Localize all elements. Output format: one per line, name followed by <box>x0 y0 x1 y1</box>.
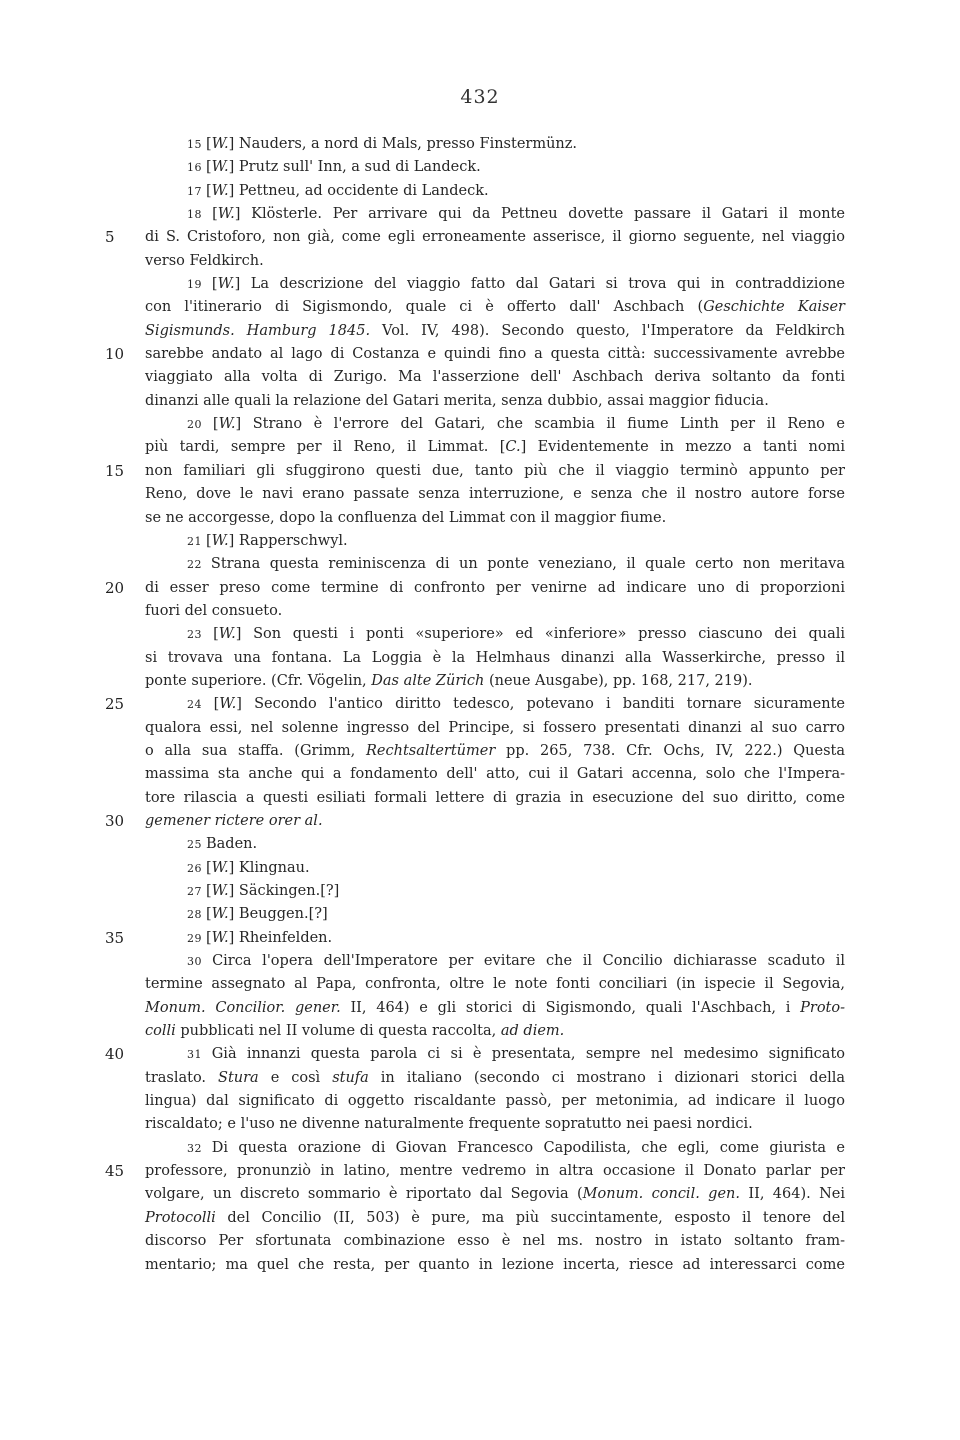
text-run: verso Feldkirch. <box>145 252 264 269</box>
italic-text: C. <box>505 439 521 456</box>
text-line <box>145 553 845 576</box>
footnote-number: 19 <box>187 278 212 292</box>
text-line <box>145 950 845 973</box>
footnote-number: 28 <box>187 908 206 922</box>
footnote-number: 30 <box>187 955 213 969</box>
italic-text: Monum. Concilior. gener. <box>145 999 341 1016</box>
text-run: più tardi, sempre per il Reno, il Limmat. [ <box>145 439 506 456</box>
text-run: riscaldato; e l'uso ne divenne naturalmente frequente sopratutto nei paesi nordici. <box>145 1116 753 1133</box>
text-line <box>145 763 845 786</box>
line-number-marker: 35 <box>105 928 125 947</box>
text-run: Baden. <box>206 836 258 853</box>
text-run: professore, pronunziò in latino, mentre vedremo in altra occasione il Donato parlar per <box>145 1163 845 1180</box>
text-line <box>105 226 845 249</box>
line-number-marker: 40 <box>105 1045 125 1064</box>
footnote-number: 17 <box>187 184 206 198</box>
line-number-marker: 45 <box>105 1162 125 1181</box>
italic-text: ad diem. <box>500 1023 565 1040</box>
footnote-number: 24 <box>187 698 214 712</box>
text-run: [ <box>206 859 212 876</box>
text-line <box>145 250 845 273</box>
text-run: ] Prutz sull' Inn, a sud di Landeck. <box>228 159 481 176</box>
text-line <box>145 507 845 530</box>
italic-text: W. <box>211 532 229 549</box>
text-line <box>145 203 845 226</box>
text-line <box>145 180 845 203</box>
text-run: di esser preso come termine di confronto per venirne ad indicare uno di proporzioni <box>145 579 845 596</box>
footnote-number: 26 <box>187 861 206 875</box>
text-run: Strana questa reminiscenza di un ponte veneziano, il quale certo non meritava <box>210 556 845 573</box>
italic-text: Stura <box>218 1069 259 1086</box>
line-number-marker: 30 <box>105 811 125 830</box>
text-line <box>145 623 845 646</box>
text-run: dinanzi alle quali la relazione del Gatari merita, senza dubbio, assai maggior fiducia. <box>145 392 769 409</box>
text-line <box>145 1020 845 1043</box>
text-line <box>145 1230 845 1253</box>
text-run: [ <box>212 206 218 223</box>
text-run: del Concilio (II, 503) è pure, ma più succintamente, esposto il tenore del <box>215 1209 845 1226</box>
text-run: ] Beuggen.[?] <box>228 906 328 923</box>
italic-text: Das alte Zürich <box>371 672 485 689</box>
footnote-number: 20 <box>187 418 213 432</box>
text-line <box>145 1113 845 1136</box>
italic-text: W. <box>211 136 229 152</box>
italic-text: Sigismunds. Hamburg 1845. <box>145 322 371 339</box>
text-line <box>145 366 845 389</box>
text-line <box>105 343 845 366</box>
italic-text: W. <box>211 883 229 899</box>
text-run: [ <box>213 696 220 713</box>
italic-text: W. <box>211 859 229 876</box>
text-line <box>145 833 845 856</box>
text-run: si trovava una fontana. La Loggia è la Helmhaus dinanzi alla Wasserkirche, presso il <box>145 649 845 666</box>
text-run: [ <box>211 276 218 293</box>
text-line <box>145 320 845 343</box>
italic-text: Monum. concil. gen. <box>582 1186 740 1203</box>
text-run: se ne accorgesse, dopo la confluenza del Limmat con il maggior fiume. <box>145 509 667 526</box>
text-line <box>105 577 845 600</box>
footnotes-text-block <box>105 133 846 1277</box>
italic-text: Protocolli <box>145 1209 216 1226</box>
text-run: pp. 265, 738. Cfr. Ochs, IV, 222.) Questa <box>495 742 845 759</box>
text-run: ] Säckingen.[?] <box>228 883 340 899</box>
text-run: tore rilascia a questi esiliati formali lettere di grazia in esecuzione del suo diritto, come <box>145 789 845 806</box>
text-run: [ <box>206 929 212 946</box>
text-run: II, 464). Nei <box>740 1186 845 1203</box>
text-run: termine assegnato al Papa, confronta, oltre le note fonti conciliari (in ispecie il Segovia, <box>145 976 845 993</box>
footnote-number: 32 <box>187 1141 212 1155</box>
text-run: [ <box>212 416 219 433</box>
text-run: Di questa orazione di Giovan Francesco Capodilista, che egli, come giurista e <box>211 1139 845 1156</box>
italic-text: Proto- <box>800 999 845 1016</box>
italic-text: W. <box>217 276 235 293</box>
text-run: ] Secondo l'antico diritto tedesco, potevano i banditi tornare sicuramente <box>236 696 846 713</box>
text-run: [ <box>206 182 212 199</box>
text-line <box>145 483 845 506</box>
text-run: [ <box>206 906 212 923</box>
italic-text: W. <box>211 159 229 176</box>
text-line <box>145 1207 845 1230</box>
text-line <box>145 1254 845 1277</box>
text-run: viaggiato alla volta di Zurigo. Ma l'asserzione dell' Aschbach deriva soltanto da fonti <box>145 369 845 386</box>
text-run: discorso Per sfortunata combinazione esso è nel ms. nostro in istato soltanto fram- <box>145 1233 845 1250</box>
italic-text: W. <box>211 906 229 923</box>
text-line <box>145 390 845 413</box>
text-run: ] Rapperschwyl. <box>228 532 348 549</box>
text-line <box>105 1043 845 1066</box>
footnote-number: 27 <box>187 885 206 898</box>
text-run: ] Son questi i ponti «superiore» ed «inferiore» presso ciascuno dei quali <box>235 626 845 643</box>
text-line <box>145 1183 845 1206</box>
text-line <box>145 156 845 179</box>
text-run: Circa l'opera dell'Imperatore per evitare che il Concilio dichiarasse scaduto il <box>212 953 846 970</box>
footnote-number: 21 <box>187 534 206 548</box>
text-line <box>145 133 845 156</box>
text-line <box>105 810 845 833</box>
text-run: traslato. <box>145 1069 219 1086</box>
text-line <box>105 1160 845 1183</box>
italic-text: stufa <box>332 1069 369 1086</box>
italic-text: W. <box>219 696 237 713</box>
text-line <box>145 647 845 670</box>
italic-text: W. <box>211 929 229 946</box>
text-line <box>145 973 845 996</box>
text-run: [ <box>206 159 212 176</box>
text-run: [ <box>206 532 212 549</box>
text-run: ] Klösterle. Per arrivare qui da Pettneu dovette passare il Gatari il monte <box>234 206 845 223</box>
text-run: II, 464) e gli storici di Sigismondo, quali l'Aschbach, i <box>340 999 801 1016</box>
line-number-marker: 20 <box>105 578 125 597</box>
text-line <box>145 717 845 740</box>
page-number: 432 <box>460 86 500 108</box>
text-run: massima sta anche qui a fondamento dell' atto, cui il Gatari accenna, solo che l'Impera- <box>145 766 845 783</box>
text-run: ] Evidentemente in mezzo a tanti nomi <box>520 439 846 456</box>
text-run: lingua) dal significato di oggetto riscaldante passò, per metonimia, ad indicare il luogo <box>145 1093 845 1110</box>
text-line <box>145 787 845 810</box>
line-number-marker: 5 <box>105 228 115 247</box>
line-number-marker: 15 <box>105 461 125 480</box>
footnote-number: 23 <box>187 628 214 642</box>
text-run: Già innanzi questa parola ci si è presentata, sempre nel medesimo significato <box>211 1046 845 1063</box>
text-run: ] La descrizione del viaggio fatto dal Gatari si trova qui in contraddizione <box>234 276 846 293</box>
italic-text: gemener rictere orer al. <box>145 812 323 829</box>
footnote-number: 25 <box>187 838 206 852</box>
footnote-number: 18 <box>187 208 213 222</box>
text-line <box>145 436 845 459</box>
line-number-marker: 10 <box>105 345 125 364</box>
text-line <box>145 903 845 926</box>
italic-text: W. <box>218 626 236 643</box>
text-run: volgare, un discreto sommario è riportato dal Segovia ( <box>145 1186 583 1203</box>
text-line <box>145 740 845 763</box>
footnote-number: 15 <box>187 138 206 151</box>
text-line <box>145 1090 845 1113</box>
text-run: ] Strano è l'errore del Gatari, che scambia il fiume Linth per il Reno e <box>235 416 845 433</box>
italic-text: Geschichte Kaiser <box>703 299 845 316</box>
text-line <box>145 273 845 296</box>
text-run: mentario; ma quel che resta, per quanto in lezione incerta, riesce ad interessarci come <box>145 1256 845 1273</box>
text-run: fuori del consueto. <box>145 602 283 619</box>
text-run: ] Rheinfelden. <box>228 929 333 946</box>
text-line <box>145 600 845 623</box>
text-run: ponte superiore. (Cfr. Vögelin, <box>145 672 372 689</box>
text-line <box>105 693 846 716</box>
text-line <box>145 670 845 693</box>
italic-text: Rechtsaltertümer <box>366 742 496 759</box>
footnote-number: 16 <box>187 161 206 175</box>
line-number-marker: 25 <box>105 695 125 714</box>
text-run: in italiano (secondo ci mostrano i dizionari storici della <box>368 1069 845 1086</box>
italic-text: colli <box>145 1023 176 1040</box>
text-line <box>105 460 845 483</box>
text-line <box>145 1137 845 1160</box>
footnote-number: 31 <box>187 1048 212 1062</box>
text-run: (neue Ausgabe), pp. 168, 217, 219). <box>484 672 753 689</box>
text-run: non familiari gli sfuggirono questi due, tanto più che il viaggio terminò appunto per <box>145 462 845 479</box>
text-line <box>145 413 845 436</box>
text-line <box>145 1067 845 1090</box>
footnote-number: 22 <box>187 558 211 572</box>
text-run: [ <box>206 136 212 152</box>
text-line <box>145 530 845 553</box>
text-line <box>145 880 845 903</box>
text-run: sarebbe andato al lago di Costanza e quindi fino a questa città: successivamente avrebbe <box>145 346 845 363</box>
text-run: di S. Cristoforo, non già, come egli erroneamente asserisce, il giorno seguente, nel viaggio <box>145 229 845 246</box>
text-run: qualora essi, nel solenne ingresso del Principe, si fossero presentati dinanzi al suo carro <box>145 719 845 736</box>
footnote-number: 29 <box>187 931 206 945</box>
italic-text: W. <box>217 206 235 223</box>
text-run: e così <box>258 1069 333 1086</box>
text-run: [ <box>206 883 212 899</box>
text-line <box>145 997 845 1020</box>
text-run: con l'itinerario di Sigismondo, quale ci è offerto dall' Aschbach ( <box>145 299 704 316</box>
text-run: pubblicati nel II volume di questa raccolta, <box>175 1023 501 1040</box>
text-run: ] Nauders, a nord di Mals, presso Finstermünz. <box>228 136 578 152</box>
text-line <box>145 296 845 319</box>
text-run: ] Pettneu, ad occidente di Landeck. <box>228 182 489 199</box>
text-run: Vol. IV, 498). Secondo questo, l'Imperatore da Feldkirch <box>370 322 845 339</box>
text-run: Reno, dove le navi erano passate senza interruzione, e senza che il nostro autore forse <box>145 486 845 503</box>
text-run: o alla sua staffa. (Grimm, <box>145 742 366 759</box>
italic-text: W. <box>218 416 236 433</box>
italic-text: W. <box>211 182 229 199</box>
text-run: ] Klingnau. <box>228 859 310 876</box>
text-line <box>145 857 845 880</box>
text-run: [ <box>213 626 219 643</box>
text-line <box>105 927 845 950</box>
